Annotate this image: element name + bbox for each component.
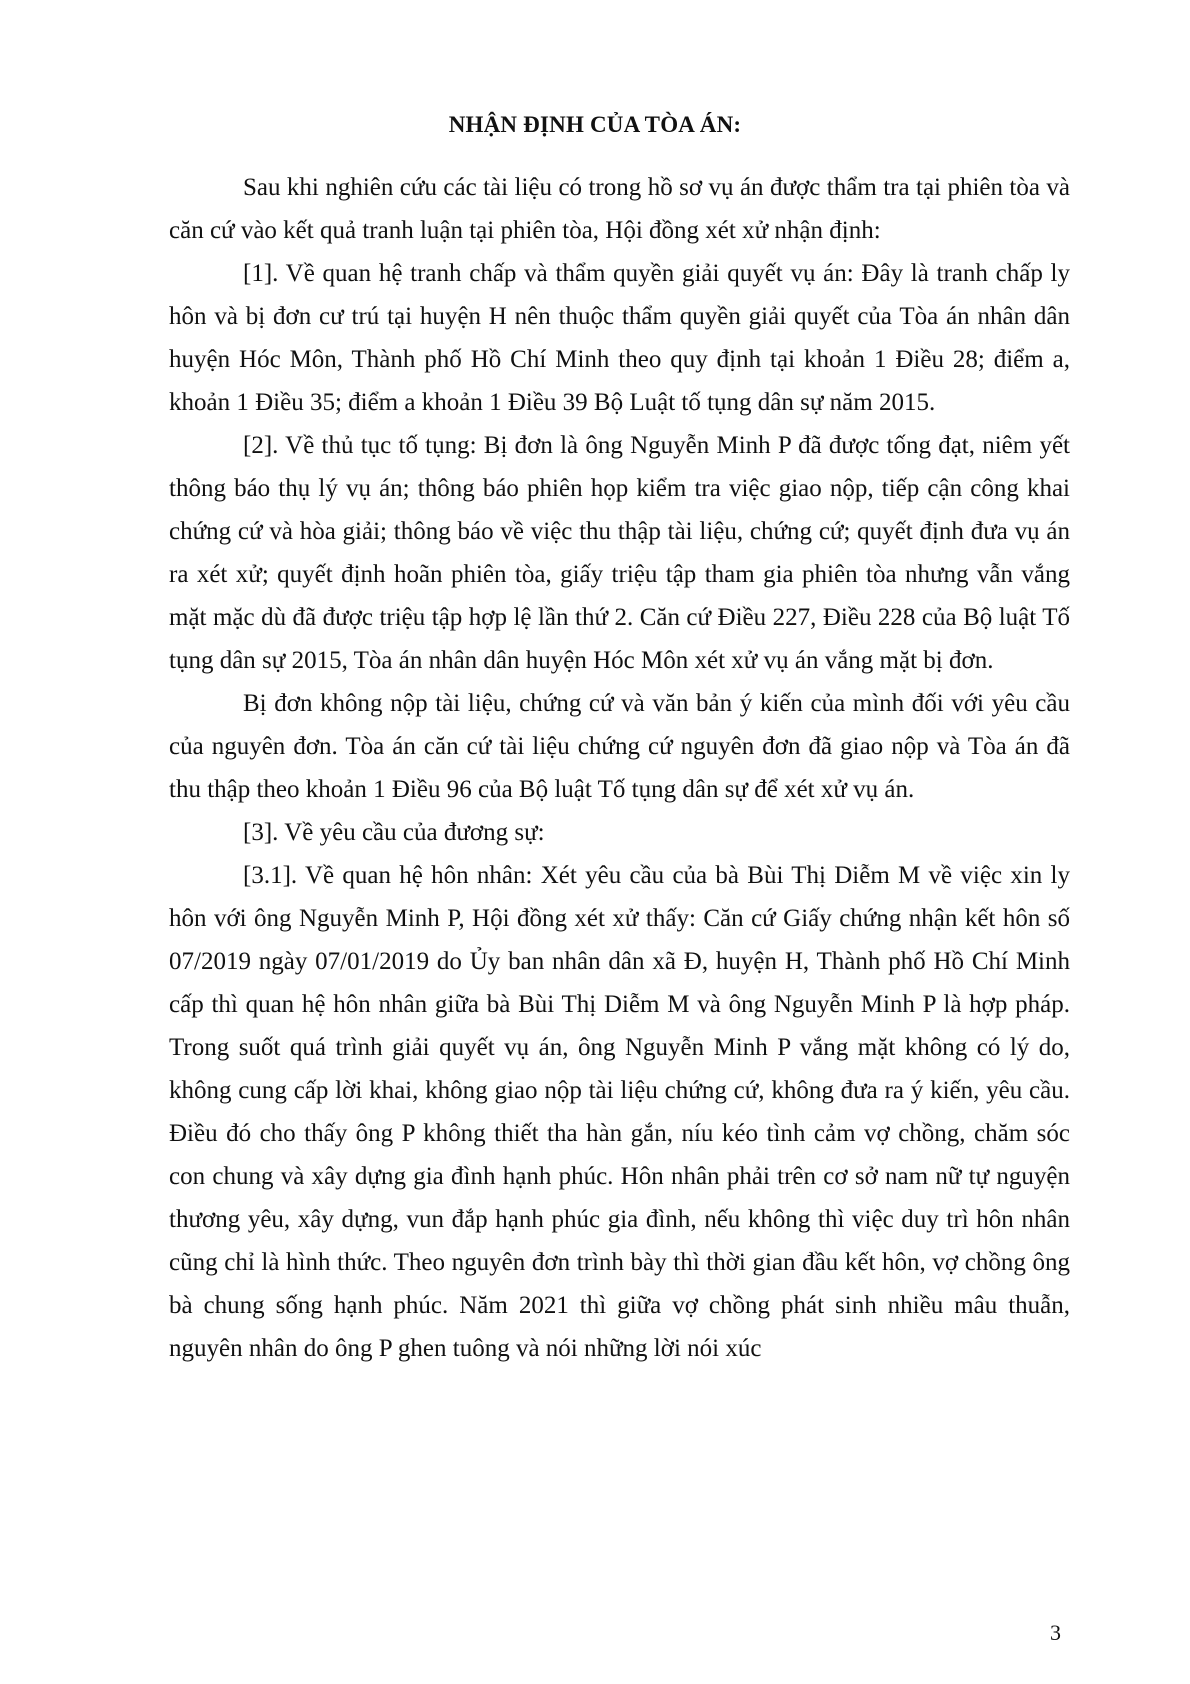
paragraph-jurisdiction: [1]. Về quan hệ tranh chấp và thẩm quyền giải quyết vụ án: Đây là tranh chấp ly hôn và bị đơn cư trú tại huyện H nên thuộc thẩm quyền giải quyết của Tòa án nhân dân huyện Hóc Môn, Thành phố Hồ Chí Minh theo quy định tại khoản 1 Điều 28; điểm a, khoản 1 Điều 35; điểm a khoản 1 Điều 39 Bộ Luật tố tụng dân sự năm 2015.: [169, 260, 1070, 416]
section-heading: NHẬN ĐỊNH CỦA TÒA ÁN:: [448, 112, 742, 137]
page-number: 3: [1050, 1620, 1061, 1645]
document-body: [169, 166, 1070, 1370]
paragraph-evidence: Bị đơn không nộp tài liệu, chứng cứ và văn bản ý kiến của mình đối với yêu cầu của nguyên đơn. Tòa án căn cứ tài liệu chứng cứ nguyên đơn đã giao nộp và Tòa án đã thu thập theo khoản 1 Điều 96 của Bộ luật Tố tụng dân sự để xét xử vụ án.: [169, 690, 1070, 803]
paragraph-requests-heading: [3]. Về yêu cầu của đương sự:: [243, 819, 545, 846]
paragraph-intro: Sau khi nghiên cứu các tài liệu có trong hồ sơ vụ án được thẩm tra tại phiên tòa và căn cứ vào kết quả tranh luận tại phiên tòa, Hội đồng xét xử nhận định:: [169, 174, 1070, 244]
paragraph-marriage: [3.1]. Về quan hệ hôn nhân: Xét yêu cầu của bà Bùi Thị Diễm M về việc xin ly hôn với ông Nguyễn Minh P, Hội đồng xét xử thấy: Căn cứ Giấy chứng nhận kết hôn số 07/2019 ngày 07/01/2019 do Ủy ban nhân dân xã Đ, huyện H, Thành phố Hồ Chí Minh cấp thì quan hệ hôn nhân giữa bà Bùi Thị Diễm M và ông Nguyễn Minh P là hợp pháp. Trong suốt quá trình giải quyết vụ án, ông Nguyễn Minh P vắng mặt không có lý do, không cung cấp lời khai, không giao nộp tài liệu chứng cứ, không đưa ra ý kiến, yêu cầu. Điều đó cho thấy ông P không thiết tha hàn gắn, níu kéo tình cảm vợ chồng, chăm sóc con chung và xây dựng gia đình hạnh phúc. Hôn nhân phải trên cơ sở nam nữ tự nguyện thương yêu, xây dựng, vun đắp hạnh phúc gia đình, nếu không thì việc duy trì hôn nhân cũng chỉ là hình thức. Theo nguyên đơn trình bày thì thời gian đầu kết hôn, vợ chồng ông bà chung sống hạnh phúc. Năm 2021 thì giữa vợ chồng phát sinh nhiều mâu thuẫn, nguyên nhân do ông P ghen tuông và nói những lời nói xúc: [169, 862, 1070, 1362]
paragraph-procedure: [2]. Về thủ tục tố tụng: Bị đơn là ông Nguyễn Minh P đã được tống đạt, niêm yết thông báo thụ lý vụ án; thông báo phiên họp kiểm tra việc giao nộp, tiếp cận công khai chứng cứ và hòa giải; thông báo về việc thu thập tài liệu, chứng cứ; quyết định đưa vụ án ra xét xử; quyết định hoãn phiên tòa, giấy triệu tập tham gia phiên tòa nhưng vẫn vắng mặt mặc dù đã được triệu tập hợp lệ lần thứ 2. Căn cứ Điều 227, Điều 228 của Bộ luật Tố tụng dân sự 2015, Tòa án nhân dân huyện Hóc Môn xét xử vụ án vắng mặt bị đơn.: [169, 432, 1070, 674]
